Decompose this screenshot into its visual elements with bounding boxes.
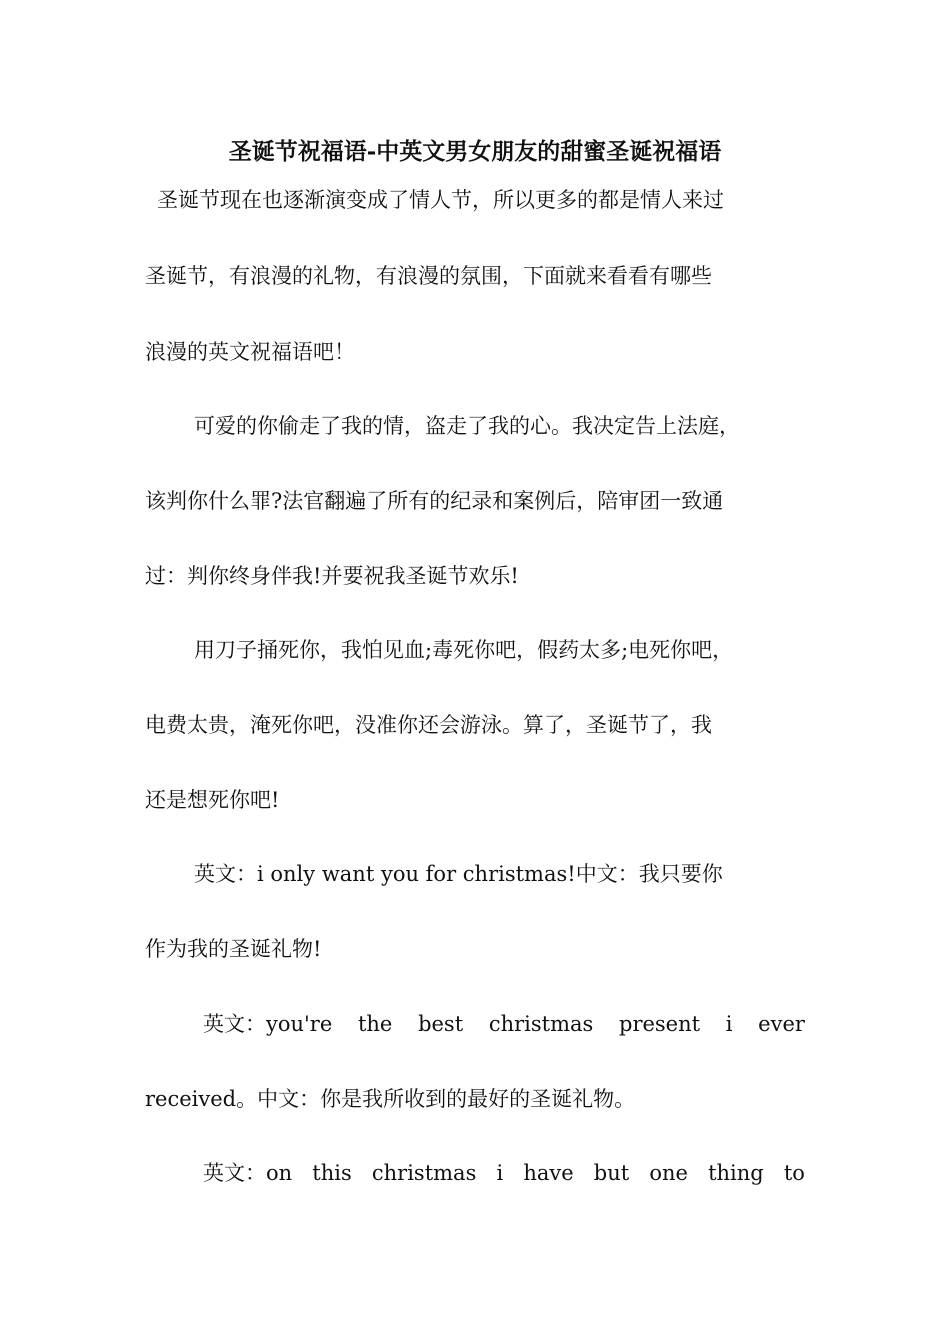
word: thing xyxy=(708,1161,764,1185)
word: i xyxy=(725,1012,733,1036)
word: have xyxy=(523,1161,574,1185)
word: i xyxy=(496,1161,504,1185)
paragraph-4-line-1: 英文：i only want you for christmas!中文：我只要你 xyxy=(194,862,723,886)
word: one xyxy=(649,1161,688,1185)
paragraph-1-line-1: 圣诞节现在也逐渐演变成了情人节，所以更多的都是情人来过 xyxy=(157,188,724,212)
word: 英文：on xyxy=(203,1161,293,1185)
word: to xyxy=(783,1161,805,1185)
word: present xyxy=(619,1012,701,1036)
paragraph-2-line-3: 过：判你终身伴我!并要祝我圣诞节欢乐! xyxy=(145,564,519,588)
paragraph-2-line-1: 可爱的你偷走了我的情，盗走了我的心。我决定告上法庭， xyxy=(194,414,740,438)
word: this xyxy=(312,1161,352,1185)
paragraph-6-line-1 xyxy=(145,1153,805,1193)
word: christmas xyxy=(488,1012,594,1036)
paragraph-3-line-1: 用刀子捅死你，我怕见血;毒死你吧，假药太多;电死你吧， xyxy=(194,638,734,662)
word: ever xyxy=(758,1012,805,1036)
word: but xyxy=(593,1161,630,1185)
word: best xyxy=(418,1012,464,1036)
document-title: 圣诞节祝福语-中英文男女朋友的甜蜜圣诞祝福语 xyxy=(228,138,722,165)
paragraph-3-line-2: 电费太贵，淹死你吧，没准你还会游泳。算了，圣诞节了，我 xyxy=(145,713,712,737)
paragraph-5-line-2: received。中文：你是我所收到的最好的圣诞礼物。 xyxy=(145,1087,636,1111)
paragraph-5-line-1 xyxy=(145,1004,805,1044)
word: 英文：you're xyxy=(203,1012,333,1036)
paragraph-1-line-2: 圣诞节，有浪漫的礼物，有浪漫的氛围，下面就来看看有哪些 xyxy=(145,264,712,288)
word: christmas xyxy=(371,1161,477,1185)
paragraph-3-line-3: 还是想死你吧! xyxy=(145,788,280,812)
word: the xyxy=(357,1012,393,1036)
paragraph-1-line-3: 浪漫的英文祝福语吧！ xyxy=(145,340,355,364)
paragraph-2-line-2: 该判你什么罪?法官翻遍了所有的纪录和案例后，陪审团一致通 xyxy=(145,489,724,513)
paragraph-4-line-2: 作为我的圣诞礼物! xyxy=(145,937,322,961)
